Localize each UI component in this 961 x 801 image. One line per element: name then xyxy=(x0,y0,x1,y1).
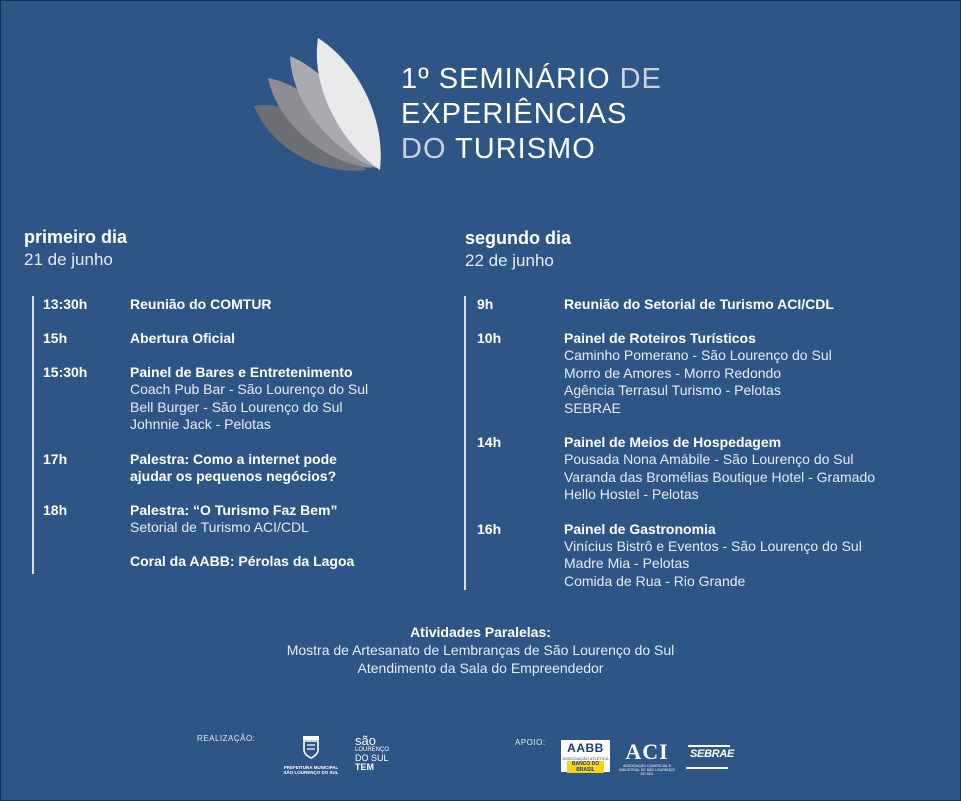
schedule-item xyxy=(464,434,934,504)
coat-of-arms-icon xyxy=(298,734,324,760)
day-name: primeiro dia xyxy=(24,227,128,247)
schedule-item xyxy=(32,364,442,434)
title-part: 1º SEMINÁRIO xyxy=(401,63,620,95)
parallel-item: Atendimento da Sala do Empreendedor xyxy=(357,660,604,676)
day-one-schedule xyxy=(32,296,442,574)
event-detail: Coach Pub Bar - São Lourenço do Sul xyxy=(130,381,369,397)
sao-logo-text: LOURENÇO xyxy=(355,747,390,753)
schedule-item xyxy=(32,502,442,537)
event-detail: SEBRAE xyxy=(564,399,621,416)
event-title: Palestra: “O Turismo Faz Bem” xyxy=(130,501,338,518)
schedule-item xyxy=(464,330,934,417)
day-two-heading xyxy=(465,227,571,273)
event-title: Painel de Bares e Entretenimento xyxy=(130,364,353,380)
event-title: Palestra: Como a internet pode xyxy=(130,450,337,467)
event-time: 18h xyxy=(43,501,68,518)
event-title: ajudar os pequenos negócios? xyxy=(130,467,337,484)
event-detail: Agência Terrasul Turismo - Pelotas xyxy=(564,382,781,398)
sao-logo-text: são xyxy=(355,733,376,748)
event-detail: Bell Burger - São Lourenço do Sul xyxy=(130,398,343,415)
aci-subtext: ASSOCIAÇÃO COMERCIAL E INDUSTRIAL DE SÃO LOURENÇO DO SUL xyxy=(619,764,675,776)
schedule-item xyxy=(464,296,934,313)
parallel-heading: Atividades Paralelas: xyxy=(410,624,551,640)
aabb-text: AABB xyxy=(567,741,604,755)
sao-logo-text: DO SUL xyxy=(355,753,389,763)
event-detail: Johnnie Jack - Pelotas xyxy=(130,416,271,432)
event-title: Reunião do COMTUR xyxy=(130,296,272,312)
event-time: 10h xyxy=(477,330,502,346)
event-title: Reunião do Setorial de Turismo ACI/CDL xyxy=(564,296,834,312)
event-time: 17h xyxy=(43,450,68,467)
realizacao-label: REALIZAÇÃO: xyxy=(197,734,256,743)
aci-logo xyxy=(617,740,677,776)
day-one-heading xyxy=(24,226,127,272)
event-title: Painel de Meios de Hospedagem xyxy=(564,434,782,450)
title-part: TURISMO xyxy=(455,133,596,165)
event-title: Abertura Oficial xyxy=(130,330,236,346)
day-date: 21 de junho xyxy=(24,250,113,269)
schedule-item xyxy=(32,330,442,347)
schedule-item xyxy=(32,451,442,485)
event-title: Coral da AABB: Pérolas da Lagoa xyxy=(130,553,355,569)
title-part-light: DE xyxy=(619,63,662,95)
schedule-item xyxy=(32,296,442,313)
event-time: 13:30h xyxy=(43,296,88,312)
aci-text: ACI xyxy=(625,739,669,764)
event-detail: Vinícius Bistrô e Eventos - São Lourenço do Sul xyxy=(564,537,862,554)
event-time: 14h xyxy=(477,434,502,450)
event-detail: Madre Mia - Pelotas xyxy=(564,555,690,571)
event-detail: Hello Hostel - Pelotas xyxy=(564,486,699,502)
sao-lourenco-tem-logo xyxy=(355,735,389,772)
event-time: 15h xyxy=(43,330,68,346)
day-name: segundo dia xyxy=(465,228,572,248)
prefeitura-text: PREFEITURA MUNICIPAL xyxy=(283,765,339,770)
event-detail: Setorial de Turismo ACI/CDL xyxy=(130,518,309,535)
prefeitura-text: SÃO LOURENÇO DO SUL xyxy=(283,770,339,775)
event-title: Painel de Roteiros Turísticos xyxy=(564,330,756,346)
apoio-label: APOIO: xyxy=(515,738,546,747)
title-part: EXPERIÊNCIAS xyxy=(401,98,628,130)
day-two-schedule xyxy=(464,296,934,590)
event-detail: Comida de Rua - Rio Grande xyxy=(564,572,746,589)
aabb-bank-text: BANCO DO BRASIL xyxy=(567,761,604,773)
sao-logo-text: TEM xyxy=(355,762,374,772)
event-detail: Varanda das Bromélias Boutique Hotel - Gramado xyxy=(564,468,876,485)
schedule-item xyxy=(32,553,442,570)
aabb-logo xyxy=(561,740,610,772)
parallel-activities xyxy=(0,623,961,677)
prefeitura-logo xyxy=(280,734,342,775)
seminar-title xyxy=(401,62,662,167)
event-detail: Morro de Amores - Morro Redondo xyxy=(564,364,782,381)
event-time: 16h xyxy=(477,520,502,537)
sebrae-logo xyxy=(684,744,734,770)
event-time: 9h xyxy=(477,296,494,312)
title-part-light: DO xyxy=(401,133,456,165)
event-time: 15:30h xyxy=(43,364,88,380)
event-title: Painel de Gastronomia xyxy=(564,520,716,537)
event-detail: Pousada Nona Amábile - São Lourenço do Sul xyxy=(564,451,854,467)
parallel-item: Mostra de Artesanato de Lembranças de São Lourenço do Sul xyxy=(286,642,675,658)
aabb-subtext: ASSOCIAÇÃO ATLÉTICA xyxy=(562,756,609,761)
lotus-petals-icon xyxy=(248,36,393,176)
schedule-item xyxy=(464,521,934,591)
day-date: 22 de junho xyxy=(465,251,554,270)
event-detail: Caminho Pomerano - São Lourenço do Sul xyxy=(564,347,832,363)
sebrae-text: SEBRAE xyxy=(690,748,735,760)
